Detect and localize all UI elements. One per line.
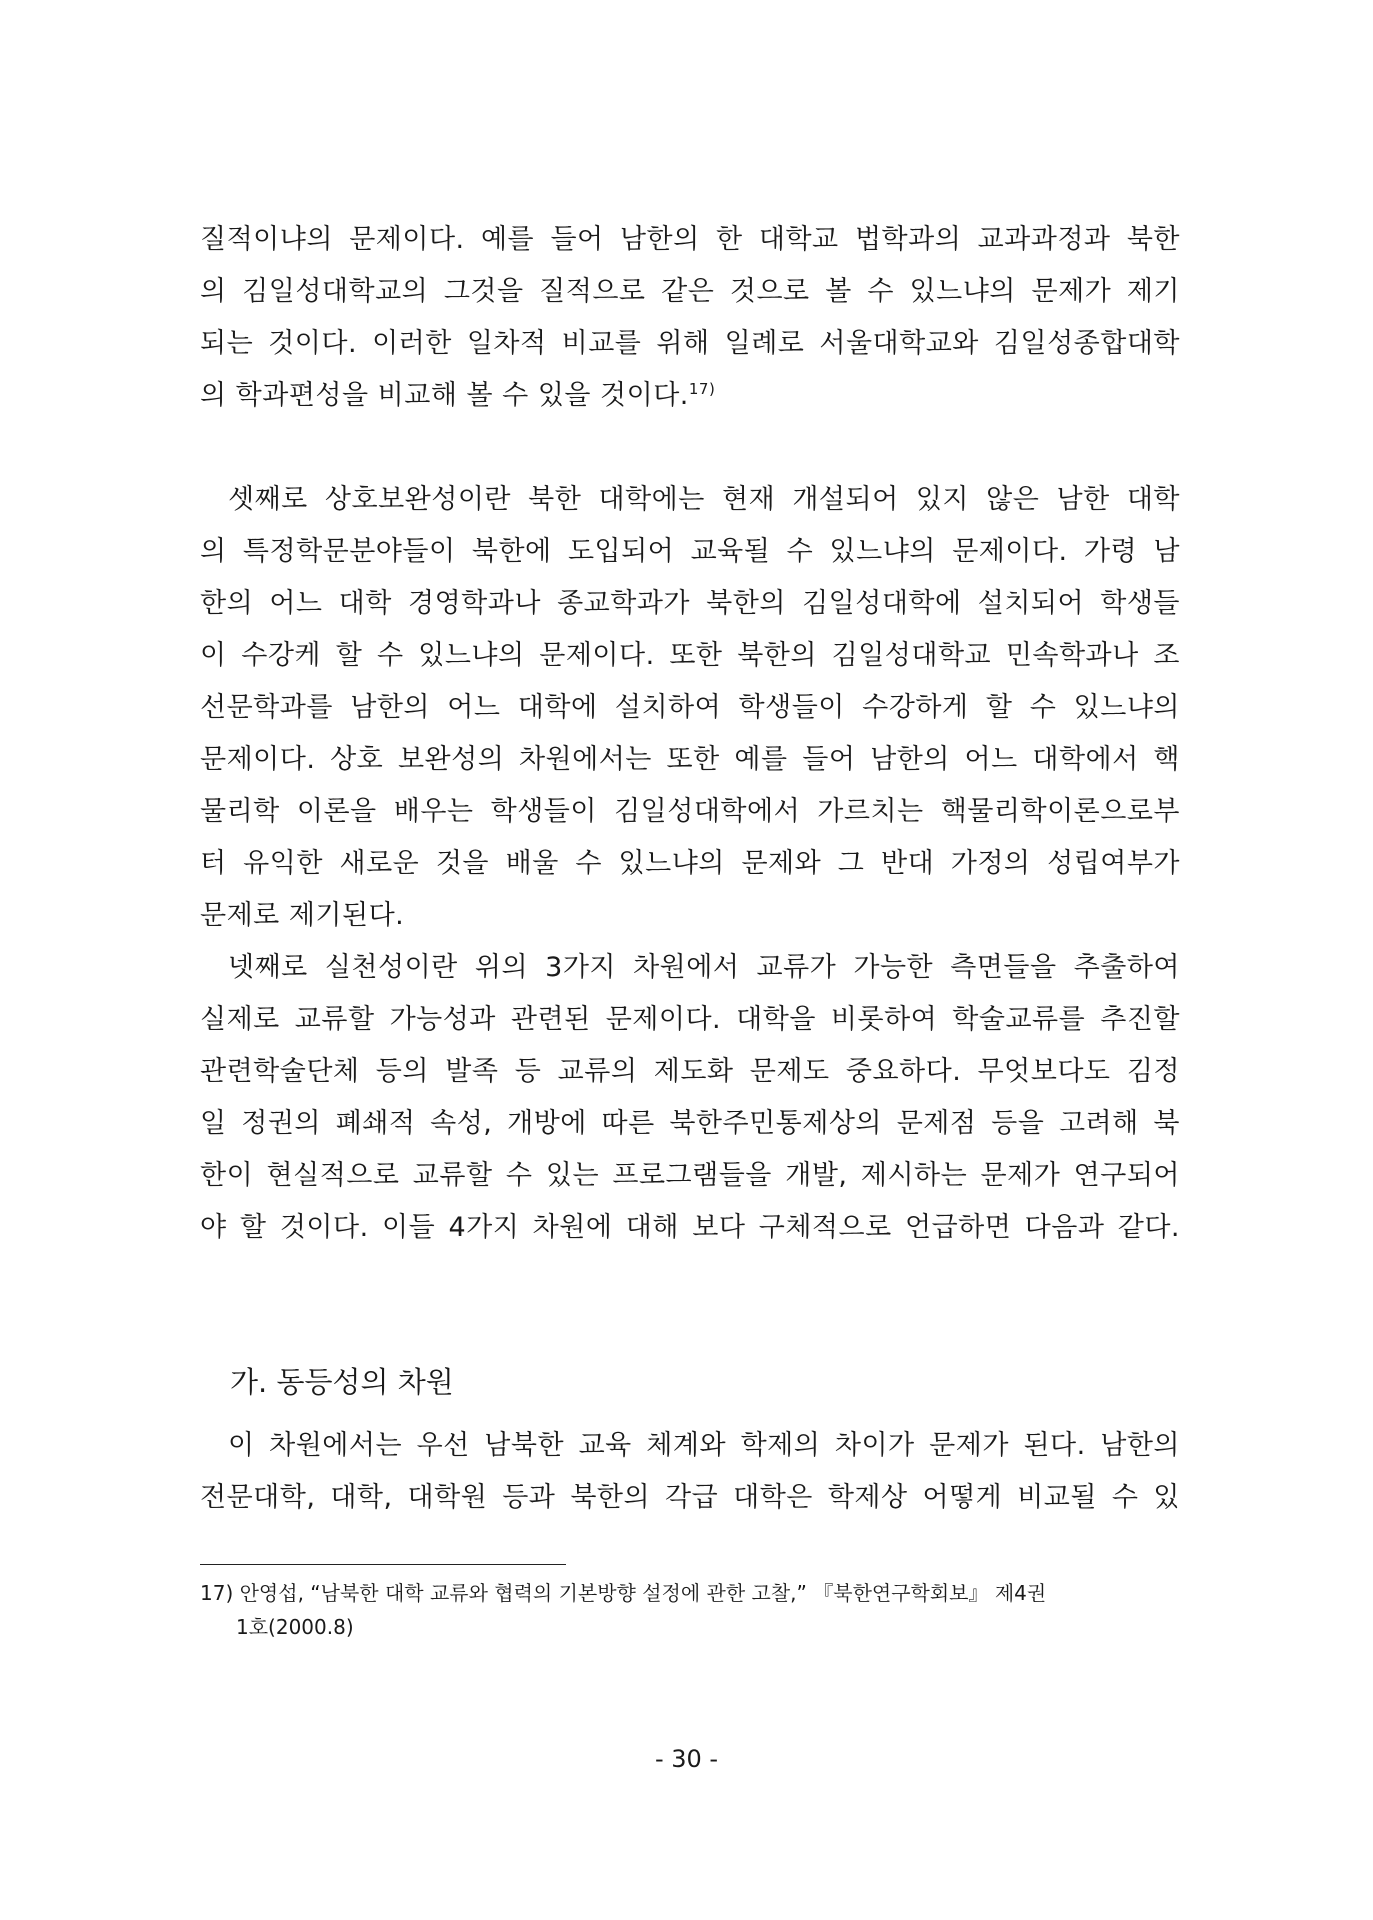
text-line: 일 정권의 폐쇄적 속성, 개방에 따른 북한주민통제상의 문제점 등을 고려해 북	[200, 1108, 1180, 1139]
text-line: 한의 어느 대학 경영학과나 종교학과가 북한의 김일성대학에 설치되어 학생들	[200, 588, 1180, 619]
text-line: 선문학과를 남한의 어느 대학에 설치하여 학생들이 수강하게 할 수 있느냐의	[200, 692, 1180, 723]
text-line: 의 김일성대학교의 그것을 질적으로 같은 것으로 볼 수 있느냐의 문제가 제기	[200, 276, 1180, 307]
section-heading: 가. 동등성의 차원	[230, 1365, 454, 1399]
text-line: 넷째로 실천성이란 위의 3가지 차원에서 교류가 가능한 측면들을 추출하여	[228, 952, 1180, 983]
paragraph-continuation	[200, 214, 1180, 422]
footnote	[200, 1576, 1180, 1644]
text-line: 되는 것이다. 이러한 일차적 비교를 위해 일례로 서울대학교와 김일성종합대학	[200, 328, 1180, 359]
text-line: 이 수강케 할 수 있느냐의 문제이다. 또한 북한의 김일성대학교 민속학과나 조	[200, 640, 1180, 671]
footnote-reference[interactable]: 17)	[688, 380, 716, 398]
text-line: 질적이냐의 문제이다. 예를 들어 남한의 한 대학교 법학과의 교과과정과 북한	[200, 224, 1180, 255]
paragraph-equality	[200, 1420, 1180, 1524]
text-line: 실제로 교류할 가능성과 관련된 문제이다. 대학을 비롯하여 학술교류를 추진할	[200, 1004, 1180, 1035]
footnote-line: 1호(2000.8)	[236, 1615, 354, 1639]
text-line: 한이 현실적으로 교류할 수 있는 프로그램들을 개발, 제시하는 문제가 연구되어	[200, 1160, 1180, 1191]
text-line: 의 특정학문분야들이 북한에 도입되어 교육될 수 있느냐의 문제이다. 가령 남	[200, 536, 1180, 567]
text-line: 문제이다. 상호 보완성의 차원에서는 또한 예를 들어 남한의 어느 대학에서 핵	[200, 744, 1180, 775]
text-line-last: 문제로 제기된다.	[200, 900, 405, 931]
paragraph-complementarity	[200, 474, 1180, 942]
paragraph-practicality	[200, 942, 1180, 1254]
text-line: 전문대학, 대학, 대학원 등과 북한의 각급 대학은 학제상 어떻게 비교될 수 있	[200, 1482, 1180, 1513]
text-line: 터 유익한 새로운 것을 배울 수 있느냐의 문제와 그 반대 가정의 성립여부가	[200, 848, 1180, 879]
footnote-line: 17) 안영섭, “남북한 대학 교류와 협력의 기본방향 설정에 관한 고찰,” 『북한연구학회보』 제4권	[200, 1581, 1047, 1605]
page-number: - 30 -	[654, 1745, 719, 1773]
text-line: 야 할 것이다. 이들 4가지 차원에 대해 보다 구체적으로 언급하면 다음과 같다.	[200, 1212, 1180, 1243]
text-line: 물리학 이론을 배우는 학생들이 김일성대학에서 가르치는 핵물리학이론으로부	[200, 796, 1180, 827]
text-line: 관련학술단체 등의 발족 등 교류의 제도화 문제도 중요하다. 무엇보다도 김정	[200, 1056, 1180, 1087]
text-line: 셋째로 상호보완성이란 북한 대학에는 현재 개설되어 있지 않은 남한 대학	[228, 484, 1180, 515]
text-line-content: 의 학과편성을 비교해 볼 수 있을 것이다.	[200, 380, 689, 411]
text-line: 이 차원에서는 우선 남북한 교육 체계와 학제의 차이가 문제가 된다. 남한의	[228, 1430, 1180, 1461]
footnote-divider	[200, 1564, 566, 1565]
text-line-last	[200, 370, 1180, 422]
